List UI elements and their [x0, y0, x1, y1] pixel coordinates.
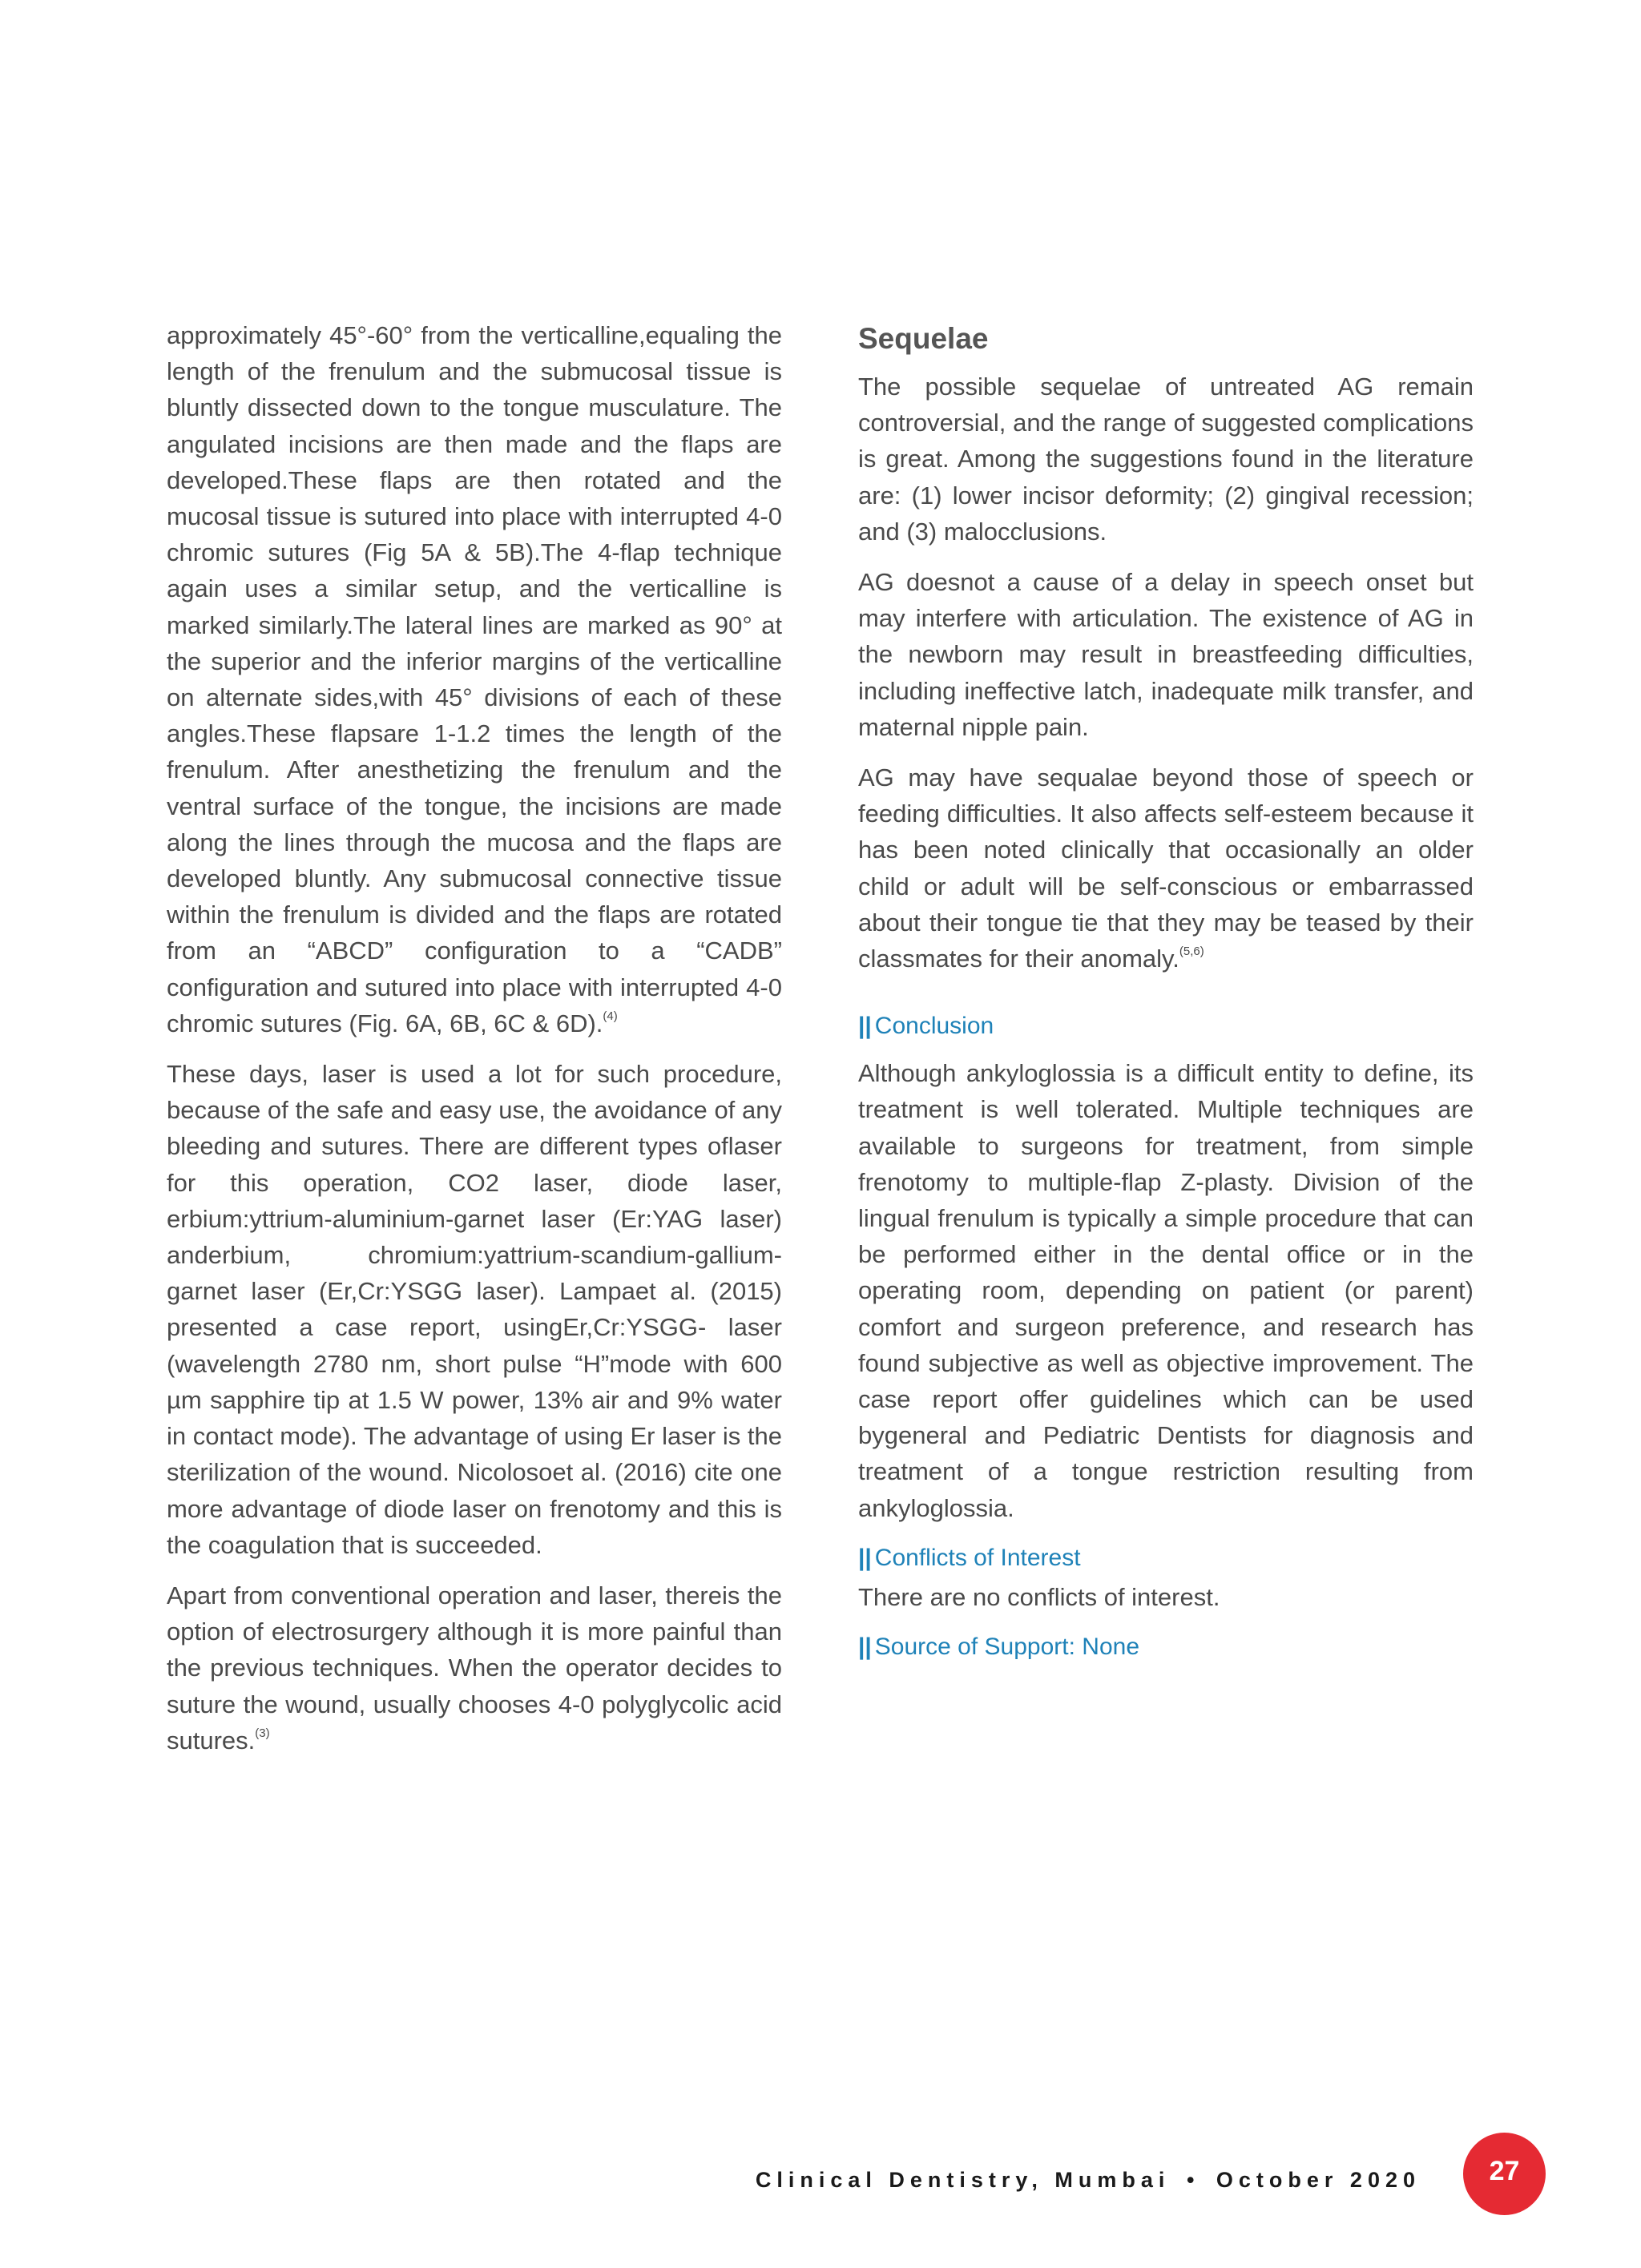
paragraph-text: These days, laser is used a lot for such procedure, because of the safe and easy use, the avoidance of any bleeding and sutures. There are different types oflaser for this operation, CO2 laser, diode laser, erbium:yttrium-aluminium-garnet laser (Er:YAG laser) anderbium, chromium:yattrium-scandium-gallium-garnet laser (Er,Cr:YSGG laser). Lampaet al. (2015) presented a case report, usingEr,Cr:YSGG- laser (wavelength 2780 nm, short pulse “H”mode with 600 µm sapphire tip at 1.5 W power, 13% air and 9% water in contact mode). The advantage of using Er laser is the sterilization of the wound. Nicolosoet al. (2016) cite one more advantage of diode laser on frenotomy and this is the coagulation that is succeeded. — [167, 1060, 782, 1559]
citation-ref: (3) — [255, 1726, 270, 1740]
heading-label: Source of Support: None — [874, 1634, 1140, 1661]
paragraph-sequelae-1: The possible sequelae of untreated AG remain controversial, and the range of suggested complications is great. Among the suggestions found in the literature are: (1) lower incisor deformity; (2) gingival recession; and (3) malocclusions. — [858, 373, 1474, 546]
conflicts-heading — [858, 1541, 1474, 1576]
heading-label: Conflicts of Interest — [874, 1544, 1081, 1571]
support-heading — [858, 1629, 1474, 1665]
heading-label: Conclusion — [874, 1013, 994, 1040]
heading-bar-marker: || — [858, 1544, 872, 1571]
paragraph-text: Apart from conventional operation and laser, thereis the option of electrosurgery although it is more painful than the previous techniques. When the operator decides to suture the wound, usually chooses 4-0 polyglycolic acid sutures. — [167, 1581, 782, 1754]
paragraph-laser — [167, 1056, 782, 1563]
sequelae-heading: Sequelae — [858, 322, 989, 355]
paragraph-electrosurgery — [167, 1577, 782, 1758]
paragraph-conclusion: Although ankyloglossia is a difficult entity to define, its treatment is well tolerated. Multiple techniques are available to surgeons for treatment, from simple frenotomy to multiple-flap Z-plasty. Division of the lingual frenulum is typically a simple procedure that can be performed either in the dental office or in the operating room, depending on patient (or parent) comfort and surgeon preference, and research has found subjective as well as objective improvement. The case report offer guidelines which can be used bygeneral and Pediatric Dentists for diagnosis and treatment of a tongue restriction resulting from ankyloglossia. — [858, 1059, 1474, 1522]
citation-ref: (4) — [603, 1009, 618, 1023]
footer-separator: • — [1186, 2168, 1200, 2192]
right-column — [858, 317, 1474, 1668]
issue-date: October 2020 — [1216, 2168, 1421, 2192]
heading-bar-marker: || — [858, 1013, 872, 1040]
page-number-badge: 27 — [1463, 2133, 1546, 2215]
journal-name: Clinical Dentistry, Mumbai — [755, 2168, 1171, 2192]
page-footer — [756, 2168, 1421, 2193]
left-column — [167, 317, 782, 1773]
paragraph-sequelae-2: AG doesnot a cause of a delay in speech onset but may interfere with articulation. The existence of AG in the newborn may result in breastfeeding difficulties, including ineffective latch, inadequate milk transfer, and maternal nipple pain. — [858, 568, 1474, 741]
conclusion-heading — [858, 1009, 1474, 1044]
paragraph-flap-technique — [167, 317, 782, 1041]
citation-ref: (5,6) — [1179, 945, 1204, 959]
heading-bar-marker: || — [858, 1634, 872, 1661]
paragraph-text: AG may have sequalae beyond those of speech or feeding difficulties. It also affects self-esteem because it has been noted clinically that occasionally an older child or adult will be self-conscious or embarrassed about their tongue tie that they may be teased by their classmates for their anomaly. — [858, 763, 1474, 973]
paragraph-sequelae-3 — [858, 759, 1474, 977]
paragraph-conflicts: There are no conflicts of interest. — [858, 1582, 1220, 1611]
paragraph-text: approximately 45°-60° from the verticalline,equaling the length of the frenulum and the submucosal tissue is bluntly dissected down to the tongue musculature. The angulated incisions are then made and the flaps are developed.These flaps are then rotated and the mucosal tissue is sutured into place with interrupted 4-0 chromic sutures (Fig 5A & 5B).The 4-flap technique again uses a similar setup, and the verticalline is marked similarly.The lateral lines are marked as 90° at the superior and the inferior margins of the verticalline on alternate sides,with 45° divisions of each of these angles.These flapsare 1-1.2 times the length of the frenulum. After anesthetizing the frenulum and the ventral surface of the tongue, the incisions are made along the lines through the mucosa and the flaps are developed bluntly. Any submucosal connective tissue within the frenulum is divided and the flaps are rotated from an “ABCD” configuration to a “CADB” configuration and sutured into place with interrupted 4-0 chromic sutures (Fig. 6A, 6B, 6C & 6D). — [167, 321, 782, 1037]
